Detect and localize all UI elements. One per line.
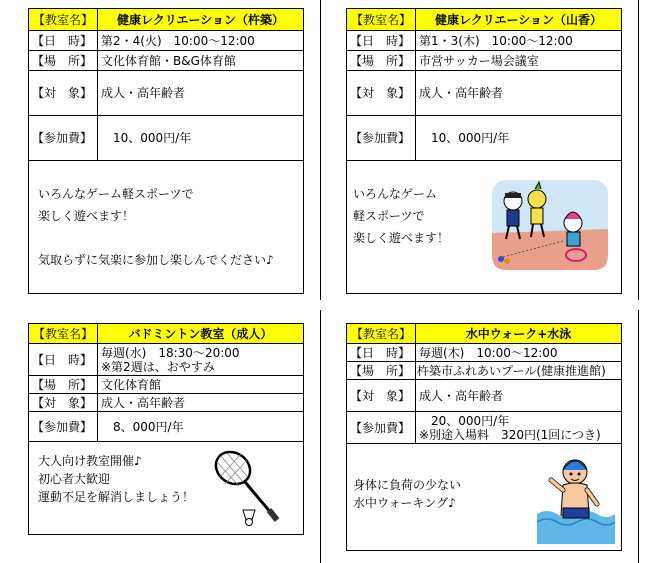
fee-label: 【参加費】: [29, 412, 98, 442]
schedule-label: 【日 時】: [347, 344, 416, 362]
schedule-value: 毎週(木) 10:00～12:00: [416, 344, 622, 362]
class-name-label: 【教室名】: [347, 324, 416, 344]
description-line: 初心者大歓迎: [38, 472, 111, 486]
schedule-value: 第2・4(火) 10:00～12:00: [98, 31, 304, 51]
target-label: 【対 象】: [29, 71, 98, 116]
schedule-value: 第1・3(木) 10:00～12:00: [416, 31, 622, 51]
target-label: 【対 象】: [347, 380, 416, 412]
fee-label: 【参加費】: [29, 116, 98, 161]
description-line: 身体に負荷の少ない: [353, 478, 462, 492]
recreation-game-illustration: [491, 179, 609, 271]
class-title: バドミントン教室（成人）: [98, 324, 304, 344]
swimmer-illustration: [535, 452, 617, 546]
target-label: 【対 象】: [29, 394, 98, 412]
place-label: 【場 所】: [29, 51, 98, 71]
fee-label: 【参加費】: [347, 412, 416, 444]
schedule-label: 【日 時】: [347, 31, 416, 51]
fee-cell: [416, 412, 622, 444]
target-value: 成人・高年齢者: [98, 394, 304, 412]
description: [346, 161, 622, 294]
place-value: 市営サッカー場会議室: [416, 51, 622, 71]
schedule-cell: [98, 344, 304, 376]
schedule-label: 【日 時】: [29, 31, 98, 51]
class-card-badminton: [28, 323, 304, 535]
description-line: いろんなゲーム軽スポーツで: [38, 187, 194, 201]
schedule-value: 毎週(水) 18:30～20:00: [101, 345, 240, 360]
class-card-yamaga: [346, 8, 622, 294]
class-card-kitsuki: [28, 8, 304, 294]
place-value: 文化体育館: [98, 376, 304, 394]
class-name-label: 【教室名】: [29, 324, 98, 344]
description-line: 軽スポーツで: [353, 209, 425, 223]
badminton-racket-icon: [209, 448, 291, 528]
place-label: 【場 所】: [29, 376, 98, 394]
fee-value: 20、000円/年: [419, 413, 510, 428]
class-name-label: 【教室名】: [347, 9, 416, 31]
fee-value: 8、000円/年: [98, 412, 304, 442]
place-label: 【場 所】: [347, 51, 416, 71]
fee-note: ※別途入場料 320円(1回につき): [419, 427, 601, 442]
description-line: 大人向け教室開催♪: [38, 454, 142, 468]
place-value: 杵築市ふれあいプール(健康推進館): [416, 362, 622, 380]
description: [346, 444, 622, 551]
class-name-label: 【教室名】: [29, 9, 98, 31]
place-value: 文化体育館・B&G体育館: [98, 51, 304, 71]
target-label: 【対 象】: [347, 71, 416, 116]
description-line: 水中ウォーキング♪: [353, 496, 456, 510]
description: [28, 442, 304, 535]
place-label: 【場 所】: [347, 362, 416, 380]
description: [28, 161, 304, 294]
fee-value: 10、000円/年: [416, 116, 622, 161]
fee-value: 10、000円/年: [98, 116, 304, 161]
schedule-note: ※第2週は、おやすみ: [101, 359, 215, 374]
class-title: 水中ウォーク+水泳: [416, 324, 622, 344]
target-value: 成人・高年齢者: [416, 380, 622, 412]
target-value: 成人・高年齢者: [416, 71, 622, 116]
target-value: 成人・高年齢者: [98, 71, 304, 116]
description-line: いろんなゲーム: [353, 187, 438, 201]
description-line: 気取らずに気楽に参加し楽しんでください♪: [38, 253, 274, 267]
description-line: 楽しく遊べます！: [353, 231, 450, 245]
description-line: 楽しく遊べます！: [38, 209, 135, 223]
class-title: 健康レクリエーション（杵築）: [98, 9, 304, 31]
description-line: 運動不足を解消しましょう！: [38, 490, 195, 504]
schedule-label: 【日 時】: [29, 344, 98, 376]
class-card-aqua-walk: [346, 323, 622, 551]
class-title: 健康レクリエーション（山香）: [416, 9, 622, 31]
fee-label: 【参加費】: [347, 116, 416, 161]
